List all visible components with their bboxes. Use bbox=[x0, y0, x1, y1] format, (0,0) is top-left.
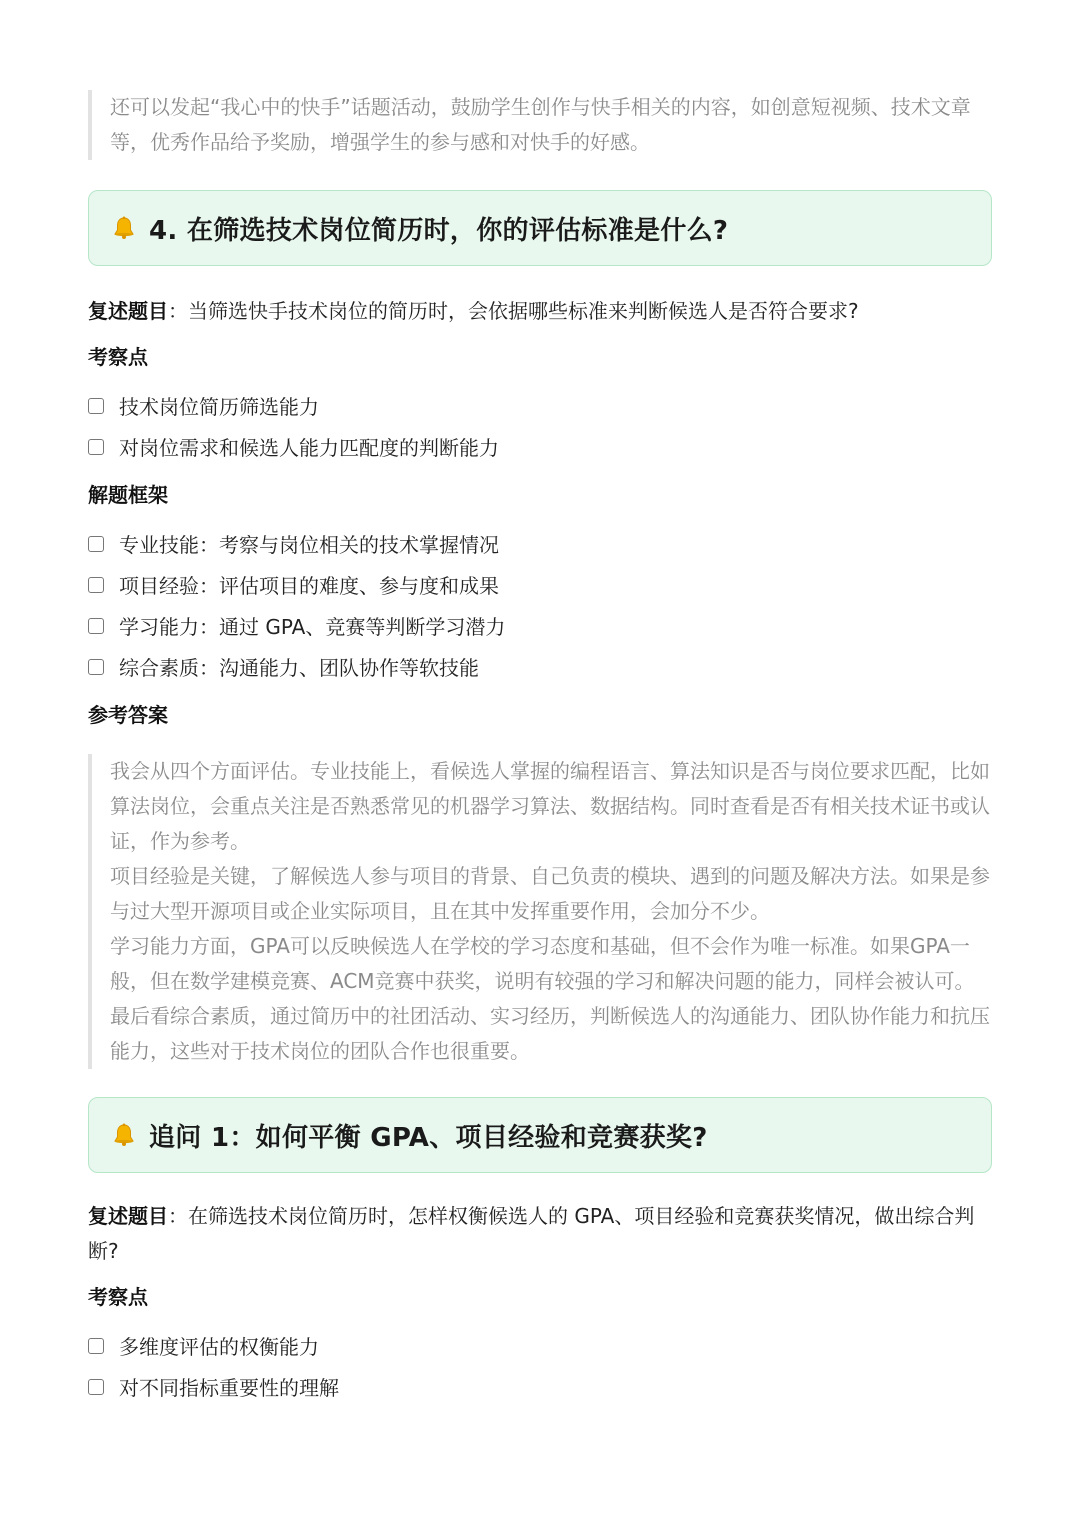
restate-label: 复述题目 bbox=[88, 299, 168, 323]
checkbox-icon[interactable] bbox=[88, 618, 104, 634]
framework-list bbox=[88, 523, 992, 687]
checkbox-icon[interactable] bbox=[88, 659, 104, 675]
exam-points-heading: 考察点 bbox=[88, 1285, 148, 1309]
checklist-item bbox=[88, 1325, 992, 1366]
checklist-item bbox=[88, 646, 992, 687]
answer-paragraph: 我会从四个方面评估。专业技能上，看候选人掌握的编程语言、算法知识是否与岗位要求匹配，比如算法岗位，会重点关注是否熟悉常见的机器学习算法、数据结构。同时查看是否有相关技术证书或认证，作为参考。 bbox=[110, 759, 990, 853]
checklist-item bbox=[88, 426, 992, 467]
answer-heading: 参考答案 bbox=[88, 703, 168, 727]
reference-answer bbox=[88, 754, 992, 1069]
checklist-item-label: 专业技能：考察与岗位相关的技术掌握情况 bbox=[119, 533, 499, 557]
checklist-item bbox=[88, 1366, 992, 1407]
checklist-item-label: 综合素质：沟通能力、团队协作等软技能 bbox=[119, 656, 479, 680]
bell-icon bbox=[111, 1122, 137, 1148]
answer-paragraph: 最后看综合素质，通过简历中的社团活动、实习经历，判断候选人的沟通能力、团队协作能力和抗压能力，这些对于技术岗位的团队合作也很重要。 bbox=[110, 1004, 990, 1063]
checklist-item bbox=[88, 385, 992, 426]
document-page bbox=[88, 90, 992, 1407]
exam-points-heading: 考察点 bbox=[88, 345, 148, 369]
checklist-item bbox=[88, 523, 992, 564]
followup-title: 追问 1：如何平衡 GPA、项目经验和竞赛获奖? bbox=[149, 1122, 708, 1153]
checkbox-icon[interactable] bbox=[88, 536, 104, 552]
restate-label: 复述题目 bbox=[88, 1204, 168, 1228]
followup-callout bbox=[88, 1097, 992, 1173]
checklist-item-label: 多维度评估的权衡能力 bbox=[119, 1335, 319, 1359]
checklist-item-label: 学习能力：通过 GPA、竞赛等判断学习潜力 bbox=[119, 615, 506, 639]
answer-paragraph: 学习能力方面，GPA可以反映候选人在学校的学习态度和基础，但不会作为唯一标准。如果GPA一般，但在数学建模竞赛、ACM竞赛中获奖，说明有较强的学习和解决问题的能力，同样会被认可。 bbox=[110, 934, 975, 993]
checklist-item bbox=[88, 564, 992, 605]
checkbox-icon[interactable] bbox=[88, 398, 104, 414]
checklist-item bbox=[88, 605, 992, 646]
bell-icon bbox=[111, 215, 137, 241]
checkbox-icon[interactable] bbox=[88, 1338, 104, 1354]
question-title: 4. 在筛选技术岗位简历时，你的评估标准是什么? bbox=[149, 215, 729, 246]
checkbox-icon[interactable] bbox=[88, 1379, 104, 1395]
intro-quote bbox=[88, 90, 992, 160]
checklist-item-label: 对岗位需求和候选人能力匹配度的判断能力 bbox=[119, 436, 499, 460]
intro-quote-text: 还可以发起“我心中的快手”话题活动，鼓励学生创作与快手相关的内容，如创意短视频、技术文章等，优秀作品给予奖励，增强学生的参与感和对快手的好感。 bbox=[110, 95, 971, 154]
restate-paragraph bbox=[88, 294, 992, 329]
checkbox-icon[interactable] bbox=[88, 577, 104, 593]
checkbox-icon[interactable] bbox=[88, 439, 104, 455]
restate-text: ：当筛选快手技术岗位的简历时，会依据哪些标准来判断候选人是否符合要求? bbox=[168, 299, 859, 323]
checklist-item-label: 对不同指标重要性的理解 bbox=[119, 1376, 339, 1400]
checklist-item-label: 技术岗位简历筛选能力 bbox=[119, 395, 319, 419]
framework-heading: 解题框架 bbox=[88, 483, 168, 507]
restate-paragraph bbox=[88, 1199, 992, 1269]
restate-text: ：在筛选技术岗位简历时，怎样权衡候选人的 GPA、项目经验和竞赛获奖情况，做出综合判断? bbox=[88, 1204, 975, 1263]
checklist-item-label: 项目经验：评估项目的难度、参与度和成果 bbox=[119, 574, 499, 598]
question-callout bbox=[88, 190, 992, 266]
answer-paragraph: 项目经验是关键，了解候选人参与项目的背景、自己负责的模块、遇到的问题及解决方法。如果是参与过大型开源项目或企业实际项目，且在其中发挥重要作用，会加分不少。 bbox=[110, 864, 990, 923]
exam-points-list bbox=[88, 385, 992, 467]
exam-points-list bbox=[88, 1325, 992, 1407]
